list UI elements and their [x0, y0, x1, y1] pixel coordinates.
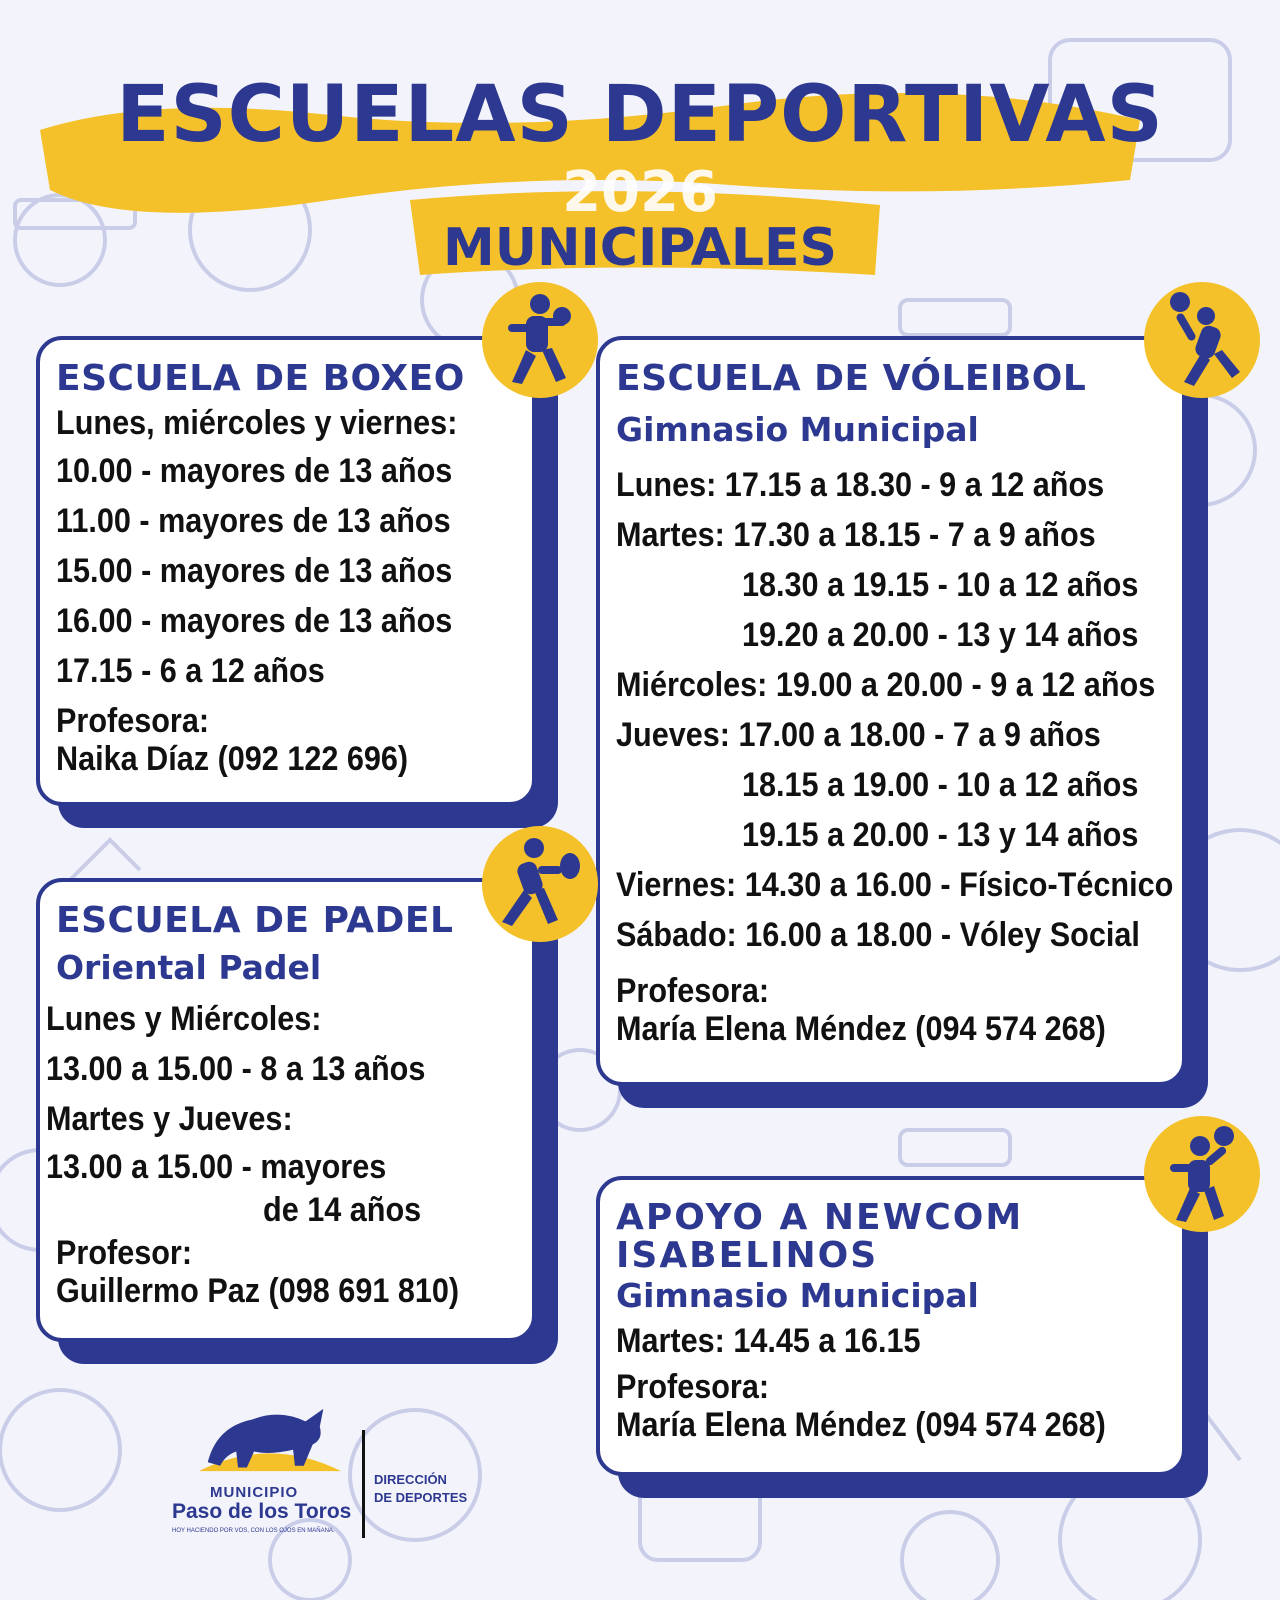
newcom-card	[596, 1176, 1186, 1476]
teacher-name: María Elena Méndez (094 574 268)	[616, 1406, 1106, 1444]
schedule-line: Martes: 14.45 a 16.15	[616, 1322, 921, 1360]
schedule-line: 19.20 a 20.00 - 13 y 14 años	[742, 616, 1139, 654]
padel-venue: Oriental Padel	[56, 948, 322, 987]
schedule-line: Viernes: 14.30 a 16.00 - Físico-Técnico	[616, 866, 1174, 904]
teacher-label: Profesora:	[616, 1368, 770, 1406]
logo-dept-line2: DE DEPORTES	[374, 1490, 468, 1505]
schedule-line: 18.30 a 19.15 - 10 a 12 años	[742, 566, 1139, 604]
schedule-line: 18.15 a 19.00 - 10 a 12 años	[742, 766, 1139, 804]
logo-divider	[362, 1430, 365, 1538]
schedule-line: 13.00 a 15.00 - 8 a 13 años	[46, 1050, 426, 1088]
schedule-line: 13.00 a 15.00 - mayores	[46, 1148, 387, 1186]
volleyball-player-icon	[1144, 282, 1260, 398]
logo-name: Paso de los Toros	[172, 1500, 352, 1523]
newcom-title-line2: ISABELINOS	[616, 1235, 879, 1276]
teacher-name: María Elena Méndez (094 574 268)	[616, 1010, 1106, 1048]
voleibol-card	[596, 336, 1186, 1086]
voleibol-venue: Gimnasio Municipal	[616, 410, 979, 449]
municipio-logo	[160, 1400, 490, 1570]
subtitle: MUNICIPALES	[442, 218, 838, 278]
schedule-line: Miércoles: 19.00 a 20.00 - 9 a 12 años	[616, 666, 1156, 704]
boxer-icon	[482, 282, 598, 398]
teacher-name: Naika Díaz (092 122 696)	[56, 740, 409, 778]
newcom-title-line1: APOYO A NEWCOM	[616, 1197, 1024, 1238]
teacher-name: Guillermo Paz (098 691 810)	[56, 1272, 460, 1310]
year-label: 2026	[562, 160, 718, 225]
padel-card	[36, 878, 536, 1342]
schedule-line: 15.00 - mayores de 13 años	[56, 552, 453, 590]
schedule-line: Martes y Jueves:	[46, 1100, 293, 1138]
boxeo-title: ESCUELA DE BOXEO	[56, 358, 465, 399]
voleibol-title: ESCUELA DE VÓLEIBOL	[616, 358, 1087, 399]
teacher-label: Profesor:	[56, 1234, 193, 1272]
teacher-label: Profesora:	[56, 702, 210, 740]
newcom-venue: Gimnasio Municipal	[616, 1276, 979, 1315]
schedule-line: Lunes: 17.15 a 18.30 - 9 a 12 años	[616, 466, 1105, 504]
logo-tagline: HOY HACIENDO POR VOS, CON LOS OJOS EN MAÑANA.	[172, 1528, 335, 1534]
logo-municipio: MUNICIPIO	[210, 1484, 299, 1501]
padel-title: ESCUELA DE PADEL	[56, 900, 454, 941]
schedule-line: Sábado: 16.00 a 18.00 - Vóley Social	[616, 916, 1140, 954]
padel-player-icon	[482, 826, 598, 942]
boxeo-days: Lunes, miércoles y viernes:	[56, 404, 458, 442]
main-title: ESCUELAS DEPORTIVAS	[116, 70, 1164, 160]
logo-dept-line1: DIRECCIÓN	[374, 1472, 447, 1487]
teacher-label: Profesora:	[616, 972, 770, 1010]
newcom-player-icon	[1144, 1116, 1260, 1232]
schedule-line: de 14 años	[263, 1191, 422, 1229]
schedule-line: 16.00 - mayores de 13 años	[56, 602, 453, 640]
schedule-line: 11.00 - mayores de 13 años	[56, 502, 451, 540]
title-block	[0, 40, 1280, 278]
schedule-line: Martes: 17.30 a 18.15 - 7 a 9 años	[616, 516, 1096, 554]
schedule-line: Lunes y Miércoles:	[46, 1000, 322, 1038]
schedule-line: 17.15 - 6 a 12 años	[56, 652, 325, 690]
schedule-line: 10.00 - mayores de 13 años	[56, 452, 453, 490]
schedule-line: 19.15 a 20.00 - 13 y 14 años	[742, 816, 1139, 854]
boxeo-card	[36, 336, 536, 806]
bull-logo-icon	[190, 1400, 350, 1480]
schedule-line: Jueves: 17.00 a 18.00 - 7 a 9 años	[616, 716, 1101, 754]
